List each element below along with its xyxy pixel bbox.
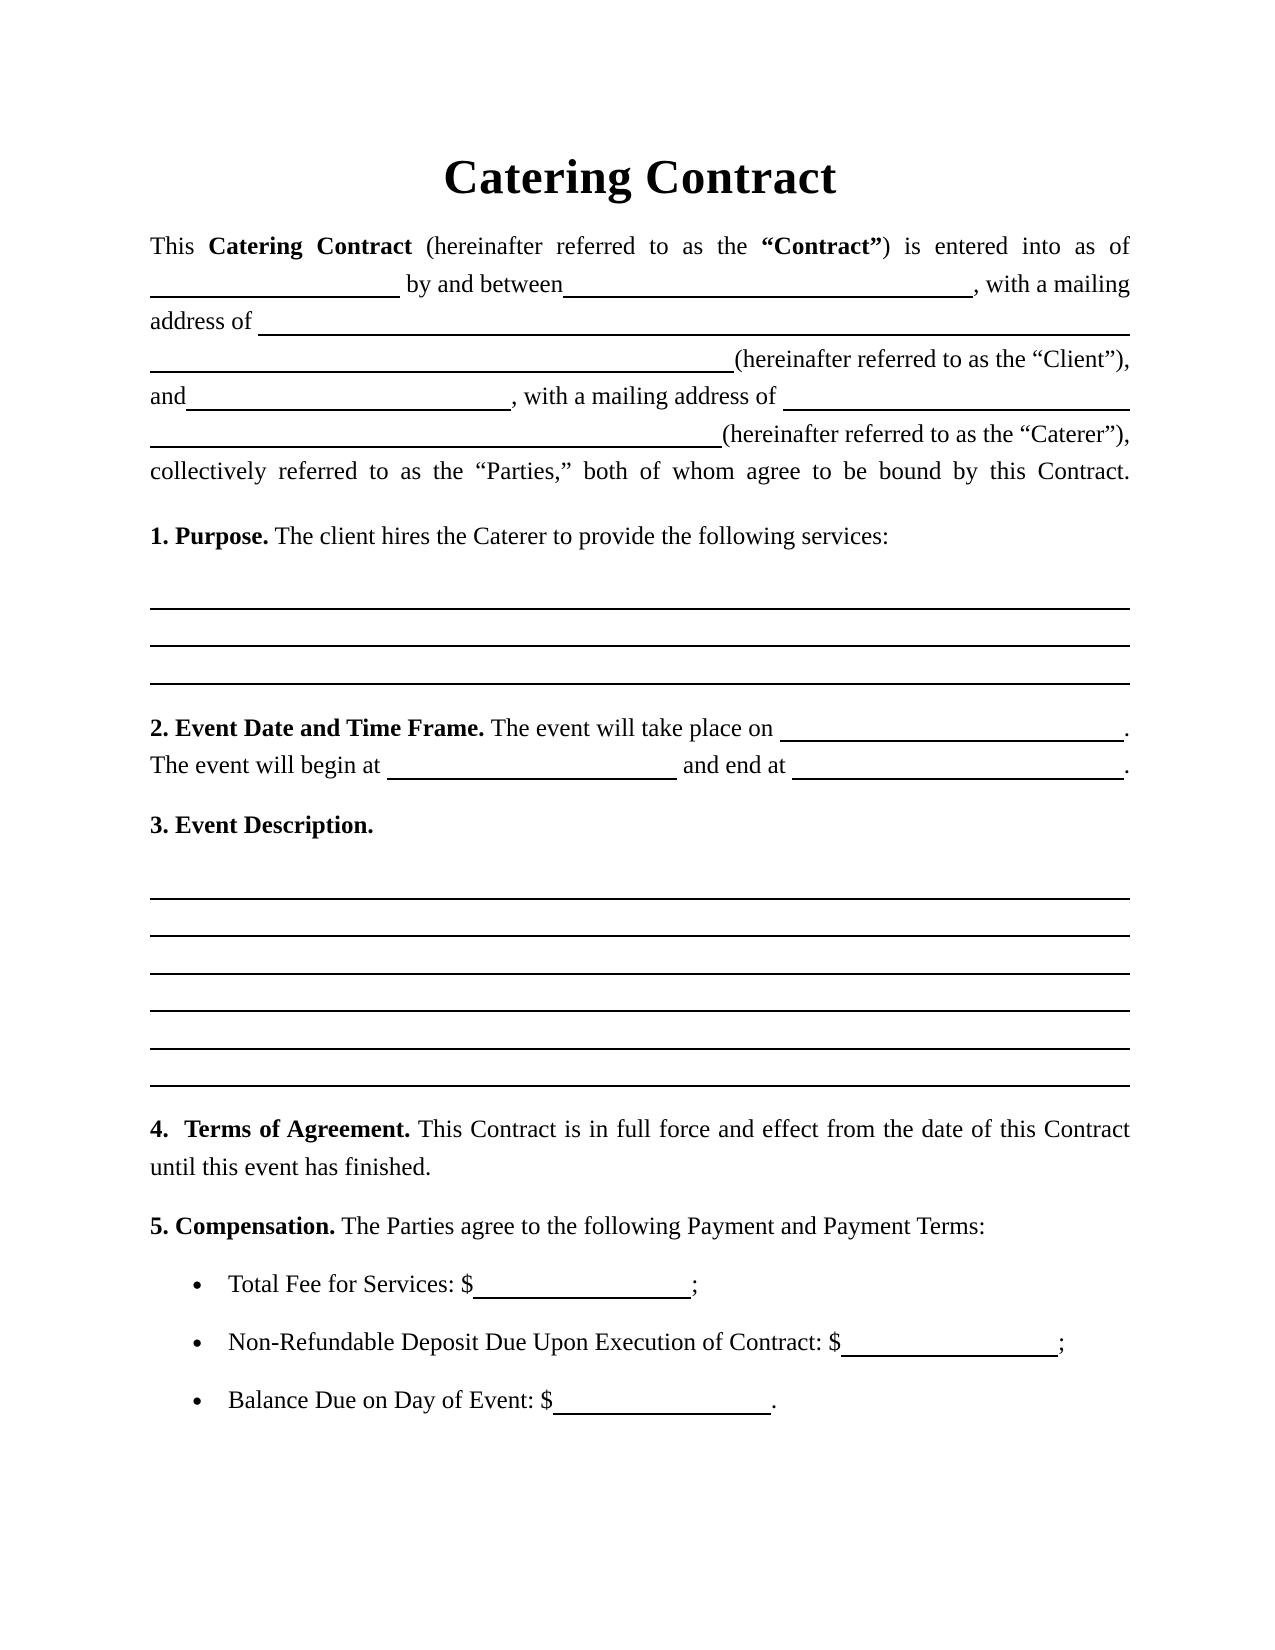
bold-text: “Contract” [761,233,883,260]
blank-field[interactable] [473,1266,691,1299]
bullet-icon: ● [192,1333,203,1352]
section-compensation-body: The Parties agree to the following Payment and Payment Terms: [335,1213,986,1240]
text: This [150,233,209,260]
blank-field[interactable] [792,747,1124,780]
payment-term-item [150,1382,1130,1420]
description-write-in-line[interactable] [150,1012,1130,1050]
blank-field[interactable] [387,747,677,780]
section-terms [150,1111,1130,1186]
text: (hereinafter referred to as the “Client”), [734,345,1130,373]
intro-line [150,378,1130,416]
description-write-in-lines [150,862,1130,1087]
bold-text: Catering Contract [208,233,413,260]
intro-paragraph [150,228,1130,491]
section-compensation [150,1208,1130,1246]
text: . [1123,752,1130,779]
blank-field[interactable] [150,266,400,299]
blank-field[interactable] [783,378,1130,411]
text: collectively referred to as the “Parties,” both of whom agree to be bound by this Contract. [150,458,1130,485]
description-write-in-line[interactable] [150,1050,1130,1088]
blank-field[interactable] [150,341,734,374]
payment-term-item [150,1266,1130,1304]
intro-line [150,303,1130,341]
section-event-datetime [150,710,1130,785]
intro-line [150,228,1130,266]
section-terms-heading: 4. Terms of Agreement. [150,1116,411,1143]
text: and [150,383,187,410]
compensation-bullet-list [150,1266,1130,1420]
payment-term-item [150,1324,1130,1362]
text: The event will take place on [484,714,780,742]
blank-field[interactable] [780,710,1124,743]
event-datetime-line [150,747,1130,785]
text: . [1123,714,1130,742]
text: and end at [676,752,792,779]
blank-field[interactable] [841,1324,1058,1357]
description-write-in-line[interactable] [150,975,1130,1013]
text: ; [691,1271,699,1298]
purpose-write-in-lines [150,572,1130,685]
section-purpose-body: The client hires the Caterer to provide the following services: [268,522,889,550]
text: address of [150,308,259,335]
bold-text: 2. Event Date and Time Frame. [150,714,485,742]
purpose-write-in-line[interactable] [150,610,1130,648]
section-terms-body: This Contract is in full force and effect from the date of this Contract until this event has finished. [150,1116,1130,1181]
text: . [770,1387,778,1414]
intro-line [150,266,1130,304]
text: (hereinafter referred to as the [412,233,762,260]
document-content [150,0,1130,1420]
document-title: Catering Contract [443,149,837,204]
section-description-heading: 3. Event Description. [150,811,374,839]
blank-field[interactable] [186,378,511,411]
text: (hereinafter referred to as the “Caterer”), [721,420,1130,448]
text: Balance Due on Day of Event: $ [228,1387,553,1414]
blank-field[interactable] [258,303,1130,336]
bullet-icon: ● [192,1391,203,1410]
intro-line [150,453,1130,491]
description-write-in-line[interactable] [150,900,1130,938]
text: Non-Refundable Deposit Due Upon Execution of Contract: $ [228,1329,842,1356]
event-datetime-line [150,710,1130,748]
section-purpose-heading: 1. Purpose. [150,522,269,550]
intro-line [150,341,1130,379]
text: The event will begin at [150,752,387,779]
intro-line [150,416,1130,454]
section-purpose [150,518,1130,556]
text: ; [1058,1329,1066,1356]
text: , with a mailing address of [511,383,783,410]
text: by and between [400,270,564,298]
description-write-in-line[interactable] [150,862,1130,900]
purpose-write-in-line[interactable] [150,572,1130,610]
text: Total Fee for Services: $ [228,1271,474,1298]
bullet-icon: ● [192,1275,203,1294]
text: , with a mailing [973,270,1130,298]
description-write-in-line[interactable] [150,937,1130,975]
purpose-write-in-line[interactable] [150,647,1130,685]
blank-field[interactable] [563,266,973,299]
blank-field[interactable] [553,1382,771,1415]
text: ) is entered into as of [882,233,1130,260]
section-compensation-heading: 5. Compensation. [150,1213,336,1240]
blank-field[interactable] [150,416,722,449]
